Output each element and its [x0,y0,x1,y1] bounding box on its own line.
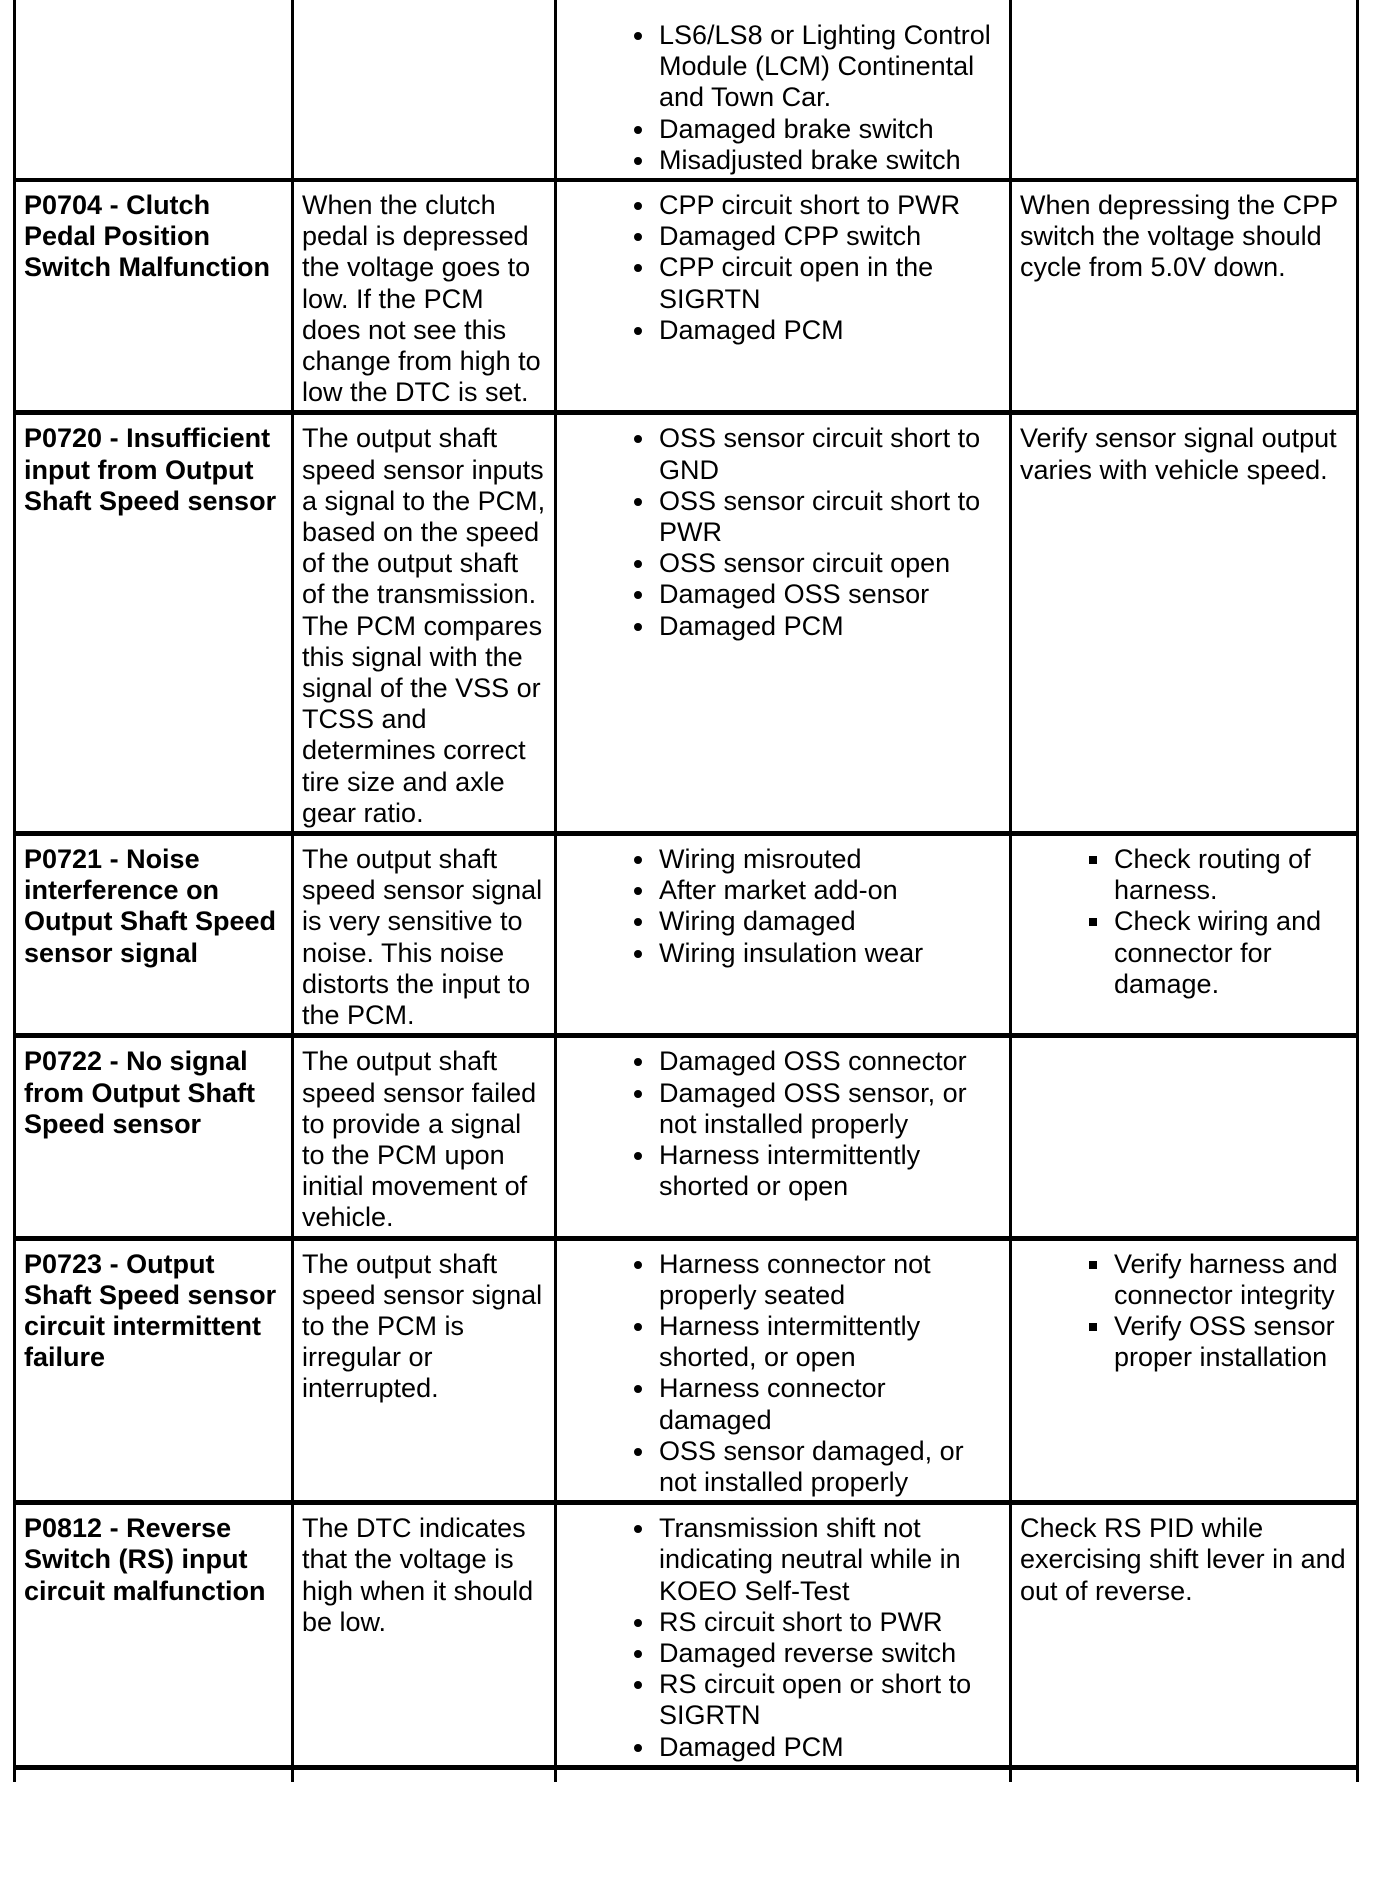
cause-item: • OSS sensor circuit open [657,548,1001,579]
cause-item: • Damaged OSS connector [657,1046,1001,1077]
dtc-code-cell: P0812 - Reverse Switch (RS) input circuit malfunction [13,1505,294,1770]
cause-item: • RS circuit open or short to SIGRTN [657,1669,1001,1731]
diagnostic-action-list [1020,1249,1348,1374]
possible-causes-list [565,190,1001,346]
action-item: ▪ Check routing of harness. [1112,844,1348,906]
cause-item: • Damaged OSS sensor [657,579,1001,610]
condition-cell: The output shaft speed sensor inputs a signal to the PCM, based on the speed of the output shaft of the transmission. The PCM compares this signal with the signal of the VSS or TCSS and determines correct tire size and axle gear ratio. [294,415,557,836]
dtc-code-cell: P0704 - Clutch Pedal Position Switch Malfunction [13,182,294,415]
dtc-code-cell: P0720 - Insufficient input from Output Shaft Speed sensor [13,415,294,836]
cause-item: • OSS sensor circuit short to GND [657,423,1001,485]
condition-cell: When the clutch pedal is depressed the voltage goes to low. If the PCM does not see this change from high to low the DTC is set. [294,182,557,415]
table-row [13,182,1359,415]
diagnostic-action-cell [1012,1241,1359,1506]
possible-causes-list [565,1046,1001,1202]
cause-item: • CPP circuit open in the SIGRTN [657,252,1001,314]
diagnostic-action-cell [1012,836,1359,1038]
dtc-code-cell: P0723 - Output Shaft Speed sensor circuit intermittent failure [13,1241,294,1506]
table-row [13,0,1359,182]
diagnostic-action-cell: When depressing the CPP switch the voltage should cycle from 5.0V down. [1012,182,1359,415]
possible-causes-list [565,423,1001,641]
empty-cell [294,1770,557,1782]
empty-cell [557,1770,1012,1782]
possible-causes-cell [557,1241,1012,1506]
dtc-table [13,0,1359,1782]
cause-item: • CPP circuit short to PWR [657,190,1001,221]
diagnostic-action-cell: Verify sensor signal output varies with vehicle speed. [1012,415,1359,836]
possible-causes-cell [557,1505,1012,1770]
dtc-code-cell: P0721 - Noise interference on Output Shaft Speed sensor signal [13,836,294,1038]
possible-causes-list [565,1249,1001,1499]
cause-item: • RS circuit short to PWR [657,1607,1001,1638]
table-row [13,1241,1359,1506]
cause-item: • Harness connector not properly seated [657,1249,1001,1311]
cause-item: • After market add-on [657,875,1001,906]
diagnostic-action-cell [1012,0,1359,182]
dtc-table-body [13,0,1359,1782]
cause-item: • Harness intermittently shorted, or open [657,1311,1001,1373]
condition-cell [294,0,557,182]
diagnostic-action-cell: Check RS PID while exercising shift lever in and out of reverse. [1012,1505,1359,1770]
cause-item: • Damaged PCM [657,1732,1001,1763]
cause-item: • OSS sensor circuit short to PWR [657,486,1001,548]
cause-item: • Transmission shift not indicating neutral while in KOEO Self-Test [657,1513,1001,1607]
diagnostic-action-list [1020,844,1348,1000]
dtc-table-page [13,0,1359,1782]
table-row [13,1038,1359,1240]
cause-item: • LS6/LS8 or Lighting Control Module (LCM) Continental and Town Car. [657,20,1001,114]
table-row-continued [13,1770,1359,1782]
possible-causes-cell [557,836,1012,1038]
dtc-code-cell: P0722 - No signal from Output Shaft Speed sensor [13,1038,294,1240]
empty-cell [13,1770,294,1782]
dtc-code-cell [13,0,294,182]
cause-item: • Damaged OSS sensor, or not installed properly [657,1078,1001,1140]
table-row [13,836,1359,1038]
cause-item: • OSS sensor damaged, or not installed properly [657,1436,1001,1498]
possible-causes-cell [557,0,1012,182]
diagnostic-action-cell [1012,1038,1359,1240]
cause-item: • Damaged CPP switch [657,221,1001,252]
condition-cell: The output shaft speed sensor failed to provide a signal to the PCM upon initial movement of vehicle. [294,1038,557,1240]
cause-item: • Damaged PCM [657,611,1001,642]
cause-item: • Harness connector damaged [657,1373,1001,1435]
cause-item: • Damaged brake switch [657,114,1001,145]
possible-causes-cell [557,415,1012,836]
table-row [13,1505,1359,1770]
table-row [13,415,1359,836]
cause-item: • Damaged reverse switch [657,1638,1001,1669]
cause-item: • Harness intermittently shorted or open [657,1140,1001,1202]
cause-item: • Wiring damaged [657,906,1001,937]
cause-item: • Wiring misrouted [657,844,1001,875]
possible-causes-list [565,844,1001,969]
cause-item: • Misadjusted brake switch [657,145,1001,176]
empty-cell [1012,1770,1359,1782]
condition-cell: The output shaft speed sensor signal to the PCM is irregular or interrupted. [294,1241,557,1506]
cause-item: • Damaged PCM [657,315,1001,346]
action-item: ▪ Verify harness and connector integrity [1112,1249,1348,1311]
action-item: ▪ Check wiring and connector for damage. [1112,906,1348,1000]
possible-causes-cell [557,1038,1012,1240]
condition-cell: The DTC indicates that the voltage is high when it should be low. [294,1505,557,1770]
cause-item: • Wiring insulation wear [657,938,1001,969]
action-item: ▪ Verify OSS sensor proper installation [1112,1311,1348,1373]
possible-causes-list [565,20,1001,176]
condition-cell: The output shaft speed sensor signal is very sensitive to noise. This noise distorts the input to the PCM. [294,836,557,1038]
possible-causes-cell [557,182,1012,415]
possible-causes-list [565,1513,1001,1763]
